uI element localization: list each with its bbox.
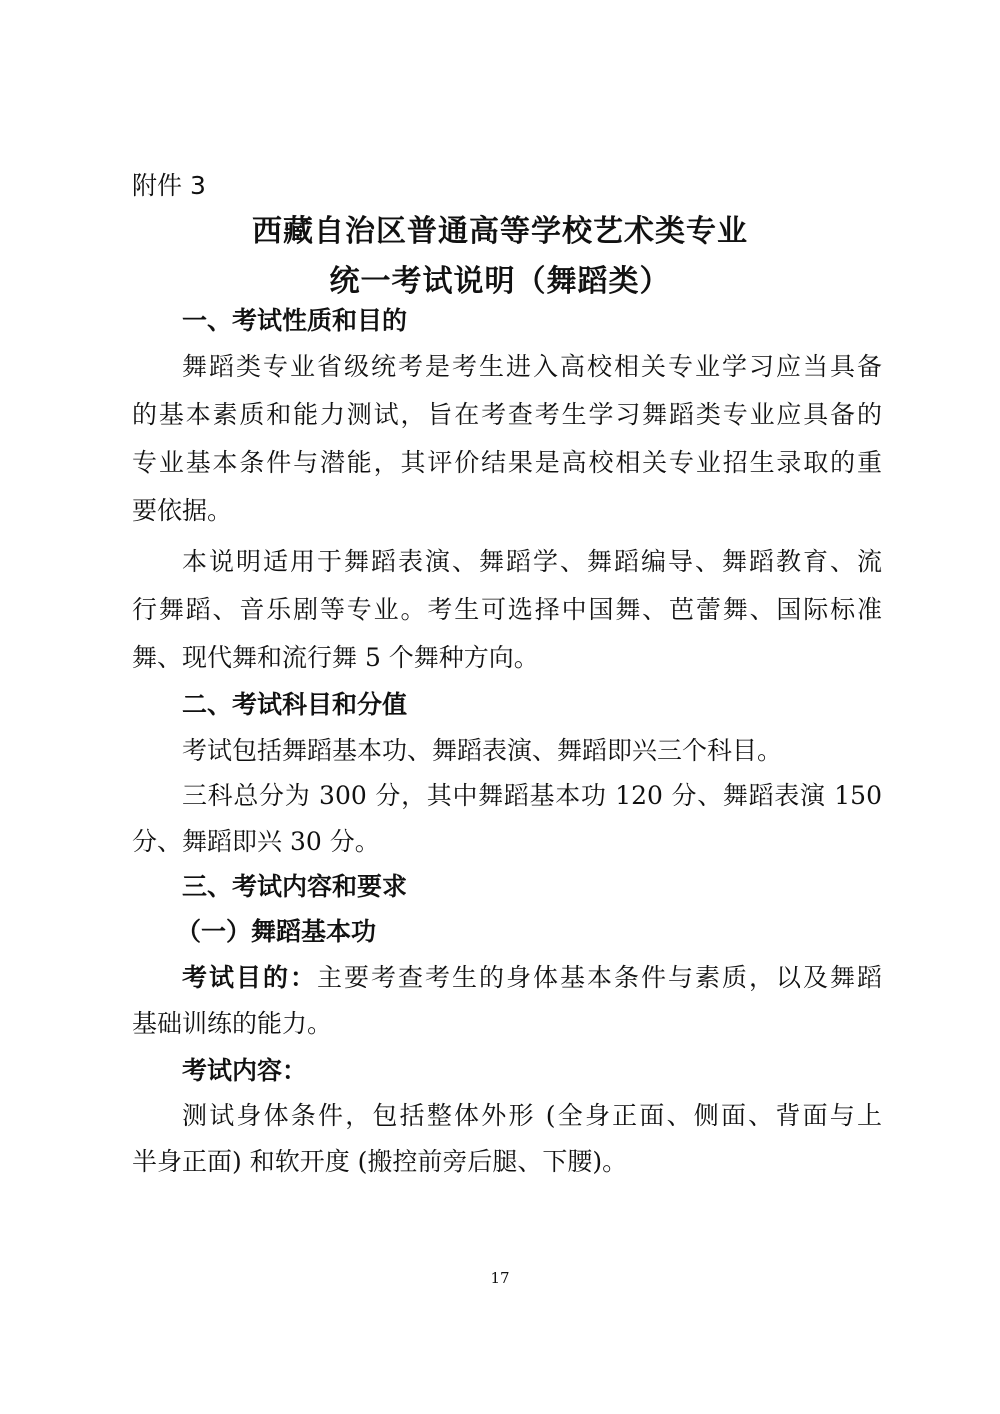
purpose-text: 主要考查考生的身体基本条件与素质，以及舞蹈 bbox=[317, 963, 882, 992]
paragraph-line: 行舞蹈、音乐剧等专业。考生可选择中国舞、芭蕾舞、国际标准 bbox=[132, 595, 882, 624]
subsection-heading: （一）舞蹈基本功 bbox=[176, 917, 377, 946]
paragraph-line: 考试包括舞蹈基本功、舞蹈表演、舞蹈即兴三个科目。 bbox=[182, 736, 783, 765]
paragraph-line: 分、舞蹈即兴 30 分。 bbox=[132, 827, 380, 856]
document-title-line2: 统一考试说明（舞蹈类） bbox=[329, 264, 671, 299]
paragraph-line: 半身正面) 和软开度 (搬控前旁后腿、下腰)。 bbox=[132, 1147, 628, 1176]
section1-heading: 一、考试性质和目的 bbox=[182, 306, 408, 335]
attachment-label: 附件 3 bbox=[132, 171, 206, 200]
purpose-line bbox=[182, 960, 882, 996]
paragraph-line: 舞、现代舞和流行舞 5 个舞种方向。 bbox=[132, 643, 539, 672]
paragraph-line: 要依据。 bbox=[132, 496, 233, 525]
paragraph-line: 三科总分为 300 分，其中舞蹈基本功 120 分、舞蹈表演 150 bbox=[182, 781, 882, 810]
paragraph-line: 测试身体条件，包括整体外形 (全身正面、侧面、背面与上 bbox=[182, 1101, 882, 1130]
section2-heading: 二、考试科目和分值 bbox=[182, 690, 408, 719]
document-title-line1: 西藏自治区普通高等学校艺术类专业 bbox=[252, 214, 748, 249]
purpose-label: 考试目的： bbox=[182, 963, 317, 992]
paragraph-line: 专业基本条件与潜能，其评价结果是高校相关专业招生录取的重 bbox=[132, 448, 882, 477]
paragraph-line: 本说明适用于舞蹈表演、舞蹈学、舞蹈编导、舞蹈教育、流 bbox=[182, 547, 882, 576]
section3-heading: 三、考试内容和要求 bbox=[182, 872, 408, 901]
paragraph-line: 的基本素质和能力测试，旨在考查考生学习舞蹈类专业应具备的 bbox=[132, 400, 882, 429]
page-number: 17 bbox=[490, 1269, 510, 1287]
paragraph-line: 基础训练的能力。 bbox=[132, 1009, 333, 1038]
content-label: 考试内容： bbox=[182, 1056, 308, 1085]
paragraph-line: 舞蹈类专业省级统考是考生进入高校相关专业学习应当具备 bbox=[182, 352, 882, 381]
